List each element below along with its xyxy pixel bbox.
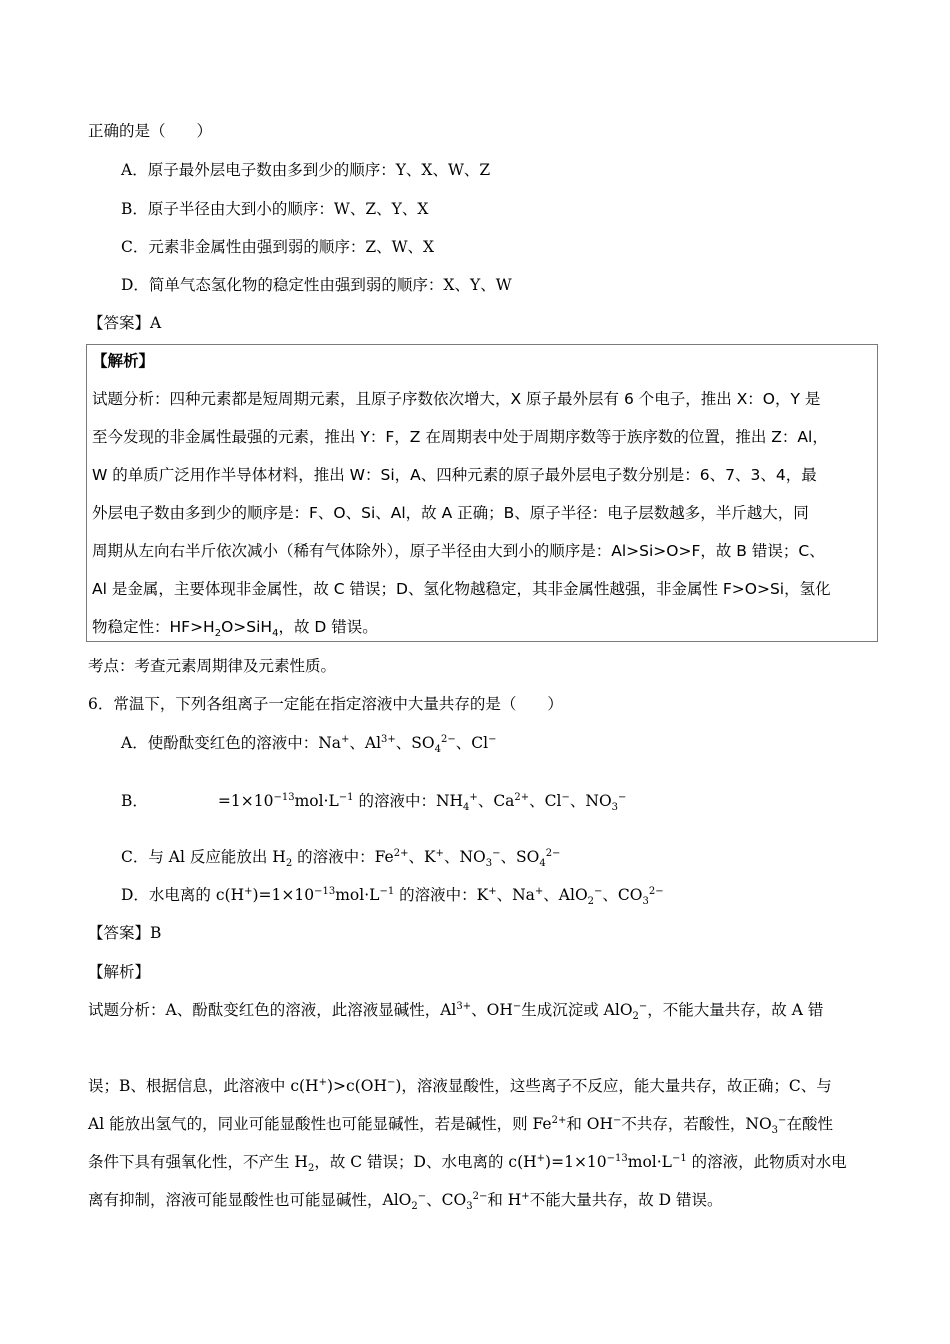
option-b: B． $=1\times 10^{-13}mol\cdot L^{-1}$ 的溶液中：$NH_4^+$、$Ca^{2+}$、Cl−、$NO_3^-$ <box>121 792 627 813</box>
option-d: D．水电离的 $c(H^+)=1\times 10^{-13}mol\cdot L^{-1}$ 的溶液中：K+、Na+、AlO$_2$−、$CO_3^{2-}$ <box>121 886 664 907</box>
question-stem: 正确的是（ ） <box>88 122 213 140</box>
answer-label: 【答案】B <box>88 924 162 942</box>
analysis-line: 至今发现的非金属性最强的元素，推出 Y：F，Z 在周期表中处于周期序数等于族序数的位置，推出 Z：Al， <box>92 428 828 446</box>
analysis-text: 条件下具有强氧化性，不产生 $H_2$，故 C 错误；D、水电离的 $c(H^+)=1\times 10^{-13}mol\cdot L^{-1}$ 的溶液，此物质对水电 <box>88 1153 847 1174</box>
option-a: A．使酚酞变红色的溶液中：Na+、$Al^{3+}$、$SO_4^{2-}$、Cl− <box>121 734 497 755</box>
option-c: C．元素非金属性由强到弱的顺序：Z、W、X <box>121 238 435 256</box>
kaodian: 考点：考查元素周期律及元素性质。 <box>88 657 337 675</box>
analysis-text: 试题分析：A、酚酞变红色的溶液，此溶液显碱性，$Al^{3+}$、OH−生成沉淀或 AlO$_2$−，不能大量共存，故 A 错 <box>88 1001 824 1022</box>
analysis-line: W 的单质广泛用作半导体材料，推出 W：Si，A、四种元素的原子最外层电子数分别是：6、7、3、4，最 <box>92 466 817 484</box>
analysis-line: 试题分析：四种元素都是短周期元素，且原子序数依次增大，X 原子最外层有 6 个电子，推出 X：O，Y 是 <box>92 390 821 408</box>
analysis-text: 误；B、根据信息，此溶液中 c(H+)>c(OH−)，溶液显酸性，这些离子不反应，能大量共存，故正确；C、与 <box>88 1077 832 1095</box>
analysis-line: 周期从左向右半斤依次减小（稀有气体除外），原子半径由大到小的顺序是：Al>Si>O>F，故 B 错误；C、 <box>92 542 825 560</box>
option-d: D．简单气态氢化物的稳定性由强到弱的顺序：X、Y、W <box>121 276 512 294</box>
option-b: B．原子半径由大到小的顺序：W、Z、Y、X <box>121 200 429 218</box>
option-a: A．原子最外层电子数由多到少的顺序：Y、X、W、Z <box>121 161 491 179</box>
analysis-title: 【解析】 <box>88 963 151 981</box>
question-6-stem: 6．常温下，下列各组离子一定能在指定溶液中大量共存的是（ ） <box>88 695 563 713</box>
analysis-line: 外层电子数由多到少的顺序是：F、O、Si、Al，故 A 正确；B、原子半径：电子层数越多，半斤越大，同 <box>92 504 809 522</box>
analysis-line: Al 是金属，主要体现非金属性，故 C 错误；D、氢化物越稳定，其非金属性越强，非金属性 F>O>Si，氢化 <box>92 580 831 598</box>
analysis-title: 【解析】 <box>92 352 155 370</box>
option-c: C．与 Al 反应能放出 $H_2$ 的溶液中：$Fe^{2+}$、K+、$NO_3^-$、$SO_4^{2-}$ <box>121 848 561 869</box>
analysis-text: 离有抑制，溶液可能显酸性也可能显碱性，AlO$_2$−、$CO_3^{2-}$和 H+不能大量共存，故 D 错误。 <box>88 1191 723 1212</box>
analysis-text: Al 能放出氢气的，同业可能显酸性也可能显碱性，若是碱性，则 $Fe^{2+}$和 OH−不共存，若酸性，$NO_3^-$在酸性 <box>88 1115 833 1136</box>
answer-label: 【答案】A <box>88 314 162 332</box>
analysis-line: 物稳定性：$HF>H_2O>SiH_4$，故 D 错误。 <box>92 618 378 639</box>
